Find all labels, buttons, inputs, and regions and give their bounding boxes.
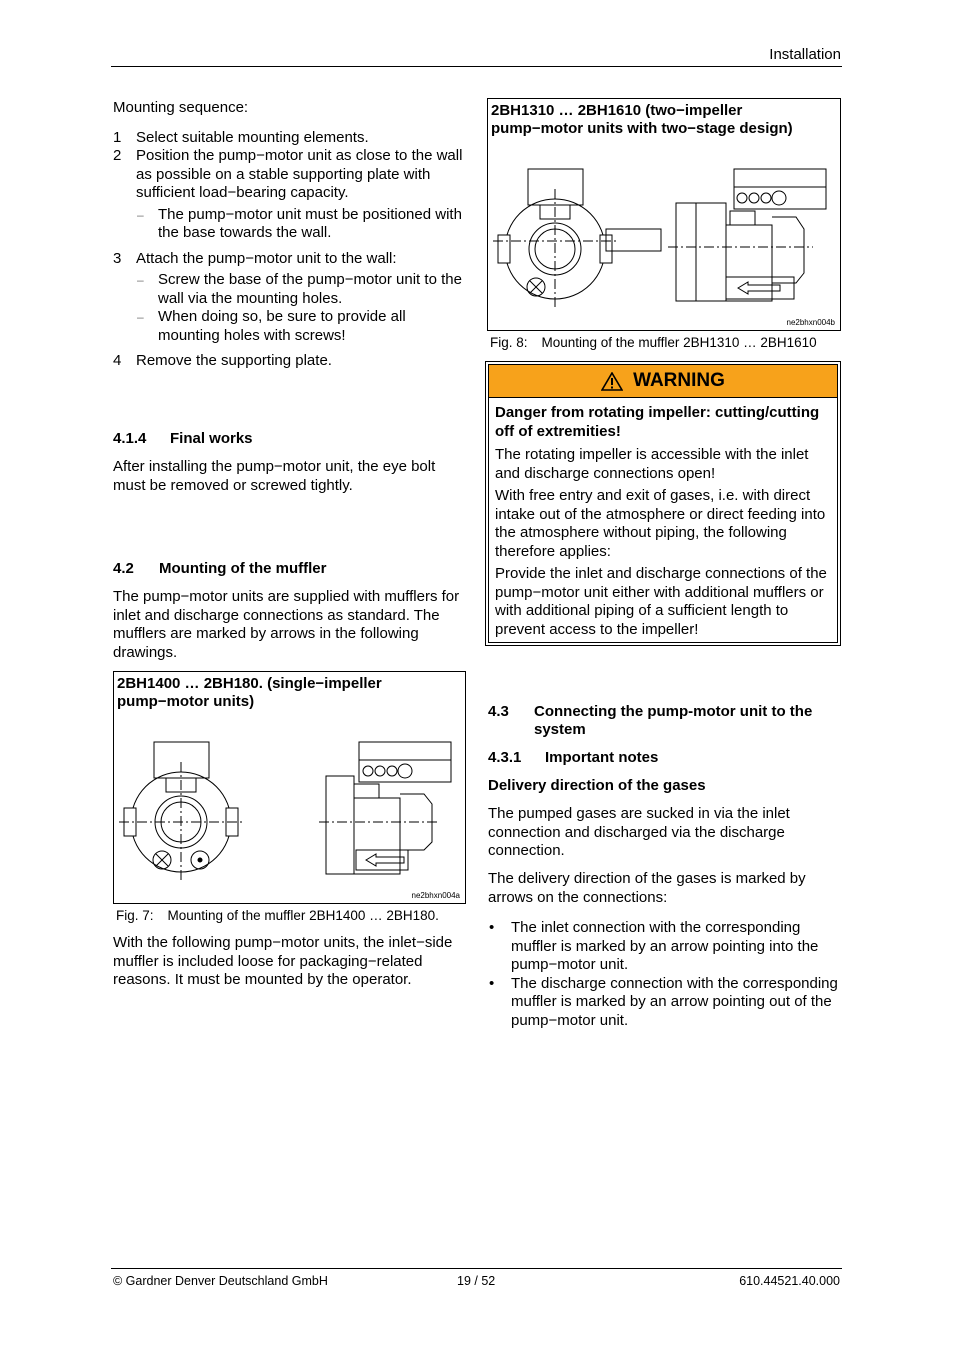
dash-icon: –: [137, 273, 144, 287]
heading-connecting: 4.3 Connecting the pump-motor unit to the system: [488, 703, 813, 738]
dash-icon: –: [137, 207, 144, 222]
step-3-sub-1: – Screw the base of the pump−motor unit to the wall via the mounting holes.: [137, 271, 462, 307]
final-works-text: After installing the pump−motor unit, the eye bolt must be removed or screwed tightly.: [113, 458, 436, 494]
heading-muffler: 4.2 Mounting of the muffler: [113, 560, 327, 577]
figure-7-drawing: [114, 732, 465, 882]
delivery-paragraph-1: The pumped gases are sucked in via the inlet connection and discharged via the discharge connection.: [488, 805, 790, 859]
figure-8-caption: Fig. 8: Mounting of the muffler 2BH1310 … 2BH1610: [490, 335, 817, 350]
warning-box: [485, 361, 841, 646]
step-3: 3 Attach the pump−motor unit to the wall:: [113, 249, 397, 267]
mounting-intro: Mounting sequence:: [113, 99, 249, 116]
figure-7-title: 2BH1400 … 2BH180. (single−impeller pump−motor units): [117, 675, 382, 710]
warning-header: [489, 365, 837, 398]
muffler-text: The pump−motor units are supplied with mufflers for inlet and discharge connections as standard. The mufflers are marked by arrows in the following drawings.: [113, 588, 460, 661]
bullet-dot-icon: •: [489, 919, 495, 936]
delivery-bullets: [488, 919, 840, 1030]
list-item: • The discharge connection with the corresponding muffler is marked by an arrow pointing out of the pump−motor unit.: [489, 974, 838, 1029]
footer-copyright: © Gardner Denver Deutschland GmbH: [113, 1274, 328, 1288]
heading-final-works: 4.1.4 Final works: [113, 430, 253, 447]
bullet-dot-icon: •: [489, 974, 495, 992]
figure-8-drawing: [488, 159, 840, 309]
after-fig7-text: With the following pump−motor units, the inlet−side muffler is included loose for packaging−related reasons. It must be mounted by the operator.: [113, 934, 453, 988]
warning-paragraph: The rotating impeller is accessible with the inlet and discharge connections open!: [495, 446, 809, 482]
figure-8-title: 2BH1310 … 2BH1610 (two−impeller pump−motor units with two−stage design): [491, 102, 793, 137]
warning-paragraph: With free entry and exit of gases, i.e. with direct intake out of the atmosphere or direct feeding into the atmosphere without piping, the following therefore applies:: [495, 487, 826, 560]
list-item: • The inlet connection with the corresponding muffler is marked by an arrow pointing into the pump−motor unit.: [489, 919, 819, 973]
warning-paragraph: Provide the inlet and discharge connections of the pump−motor unit either with additional mufflers or with additional piping of a sufficient length to prevent access to the impeller!: [495, 565, 827, 638]
warning-headline: Danger from rotating impeller: cutting/cutting off of extremities!: [495, 404, 820, 440]
warning-label: WARNING: [633, 370, 725, 391]
header-rule: [111, 66, 842, 67]
footer-page-number: 19 / 52: [457, 1274, 496, 1288]
figure-8-code: ne2bhxn004b: [786, 318, 835, 327]
figure-7-caption: Fig. 7: Mounting of the muffler 2BH1400 … 2BH180.: [116, 908, 439, 923]
delivery-paragraph-2: The delivery direction of the gases is marked by arrows on the connections:: [488, 870, 806, 906]
warning-triangle-icon: [601, 372, 623, 391]
figure-7-code: ne2bhxn004a: [411, 891, 460, 900]
heading-important-notes: 4.3.1 Important notes: [488, 749, 659, 766]
step-1: 1 Select suitable mounting elements.: [113, 128, 369, 146]
figure-8: [487, 98, 841, 331]
step-4: 4 Remove the supporting plate.: [113, 352, 332, 369]
footer-doc-number: 610.44521.40.000: [739, 1274, 840, 1288]
figure-7: [113, 671, 466, 904]
heading-delivery-direction: Delivery direction of the gases: [488, 777, 706, 794]
step-2: 2 Position the pump−motor unit as close to the wall as possible on a stable supporting plate with sufficient load−bearing capacity.: [113, 147, 463, 201]
footer-rule: [111, 1268, 842, 1269]
step-2-sub: – The pump−motor unit must be positioned with the base towards the wall.: [137, 205, 462, 241]
step-3-sub-2: – When doing so, be sure to provide all mounting holes with screws!: [137, 308, 406, 344]
dash-icon: –: [137, 310, 144, 324]
header-section-title: Installation: [769, 46, 841, 63]
left-column: [113, 99, 465, 371]
